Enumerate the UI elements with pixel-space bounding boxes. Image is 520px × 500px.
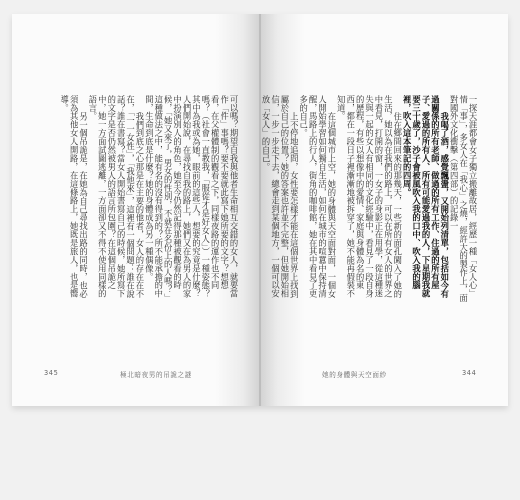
left-page xyxy=(12,14,260,406)
right-page xyxy=(260,14,508,406)
right-paragraph-3: 住在鄉間回來的那幾天，一些新的面孔闖入了她的生活，她以為在我們的路上，可以在所有女人的世界之中看見，打開的窗，一女子的身影正在用學，從這種迷失與一起的女人有相同的文化經驗中，看見了一段自身的歷程，有些以想像中的愛情、家庭與身體為名的東西，都在一段日子裡漸漸地被拆穿了，她不能再假裝不知道。 xyxy=(336,95,403,298)
right-paragraph-5: 上不停地追問，女性要怎樣才能在這個世界上找到屬於自己的位置？她的答案也許並不完整，但她開始相信，一步一步走下去，總會走到某個地方，一個可以安放「女人」的自己。 xyxy=(261,95,300,298)
left-page-body-text xyxy=(58,95,238,305)
right-running-head: 她的身體與天空面紗 xyxy=(322,371,387,379)
book-gutter xyxy=(259,14,261,406)
right-paragraph-2-quote: 我喝了酒，感覺飄盪，又開始列清單，包括如今有過關係的所有老師、做過的所有工作、住過的所有屋子、愛過的所有人、所有可能愛過我的人，下星期我就要三十歲了，沙子會被風吹入我的口中、吹入我的腦裡，吹入這本筆記的四周。 xyxy=(402,95,450,298)
left-page-number: 345 xyxy=(44,369,59,377)
right-paragraph-1: 一探天涯都會女子獨立搬離故居，經歷一種「女人心」情「事」，多女人在「我心」之燒，經許大的製作上，面對國外文化衝擊（第四部）的記錄一 xyxy=(449,95,478,303)
right-paragraph-4: 在這個城市上空，她的身體與天空面對面，一個女人開始學習如何獨自生活，如何在城市的喧囂中保持清醒，馬路上的行人，街角的咖啡館，她在其中看見了更多的自己。 xyxy=(298,95,337,298)
left-paragraph-3: 另一個吊詭是，在她為自己尋找出路的同時，也必須為其他女人開路，在這條路上，她既是旅人，也是嚮導。 xyxy=(59,95,89,298)
left-running-head: 極北暗夜男的吊詭之謎 xyxy=(120,371,192,379)
right-page-number: 344 xyxy=(462,369,477,377)
left-paragraph-2: 我們到底之心那是在主要的他者，女人的存在在不在，「一一女性」，「我他來」，這裡有一個問題：誰在說話？誰在書寫？當女人開始書寫自己的時候，她所寫下的文字是否仍然被男人的語言所包圍？在這個吊詭之中，她一方面試圖逃離，一方面卻又不得不使用同樣的語言。 xyxy=(87,95,145,299)
right-page-body-text xyxy=(261,95,478,305)
left-paragraph-1: 可以嗎？期望自我與他者生命相互交錯的女人，就要當作「件」事嗎？要不要就此寫下她所要的文字？想想看，在父權體制的觀看之下，同樣夜路的運作也不同嗎？（社會一直教我，「服從才是好女人」）一種姿態？其中為我或為她，眼前的這些人，想要的究竟是什麼？人們開始說，在尋找自我的路上，她們又在為男人的家中扮演別人的角色，她至今仍然記得那種被觀看的時候，「她又來了，男女的性別，不就在名份上的人嗎？」這種做法之中，能有名的沒有得到的？所不能承擔的中間，生命到底是什麼？她的身體成為另一種偶像。 xyxy=(144,95,239,303)
open-book xyxy=(12,14,508,406)
